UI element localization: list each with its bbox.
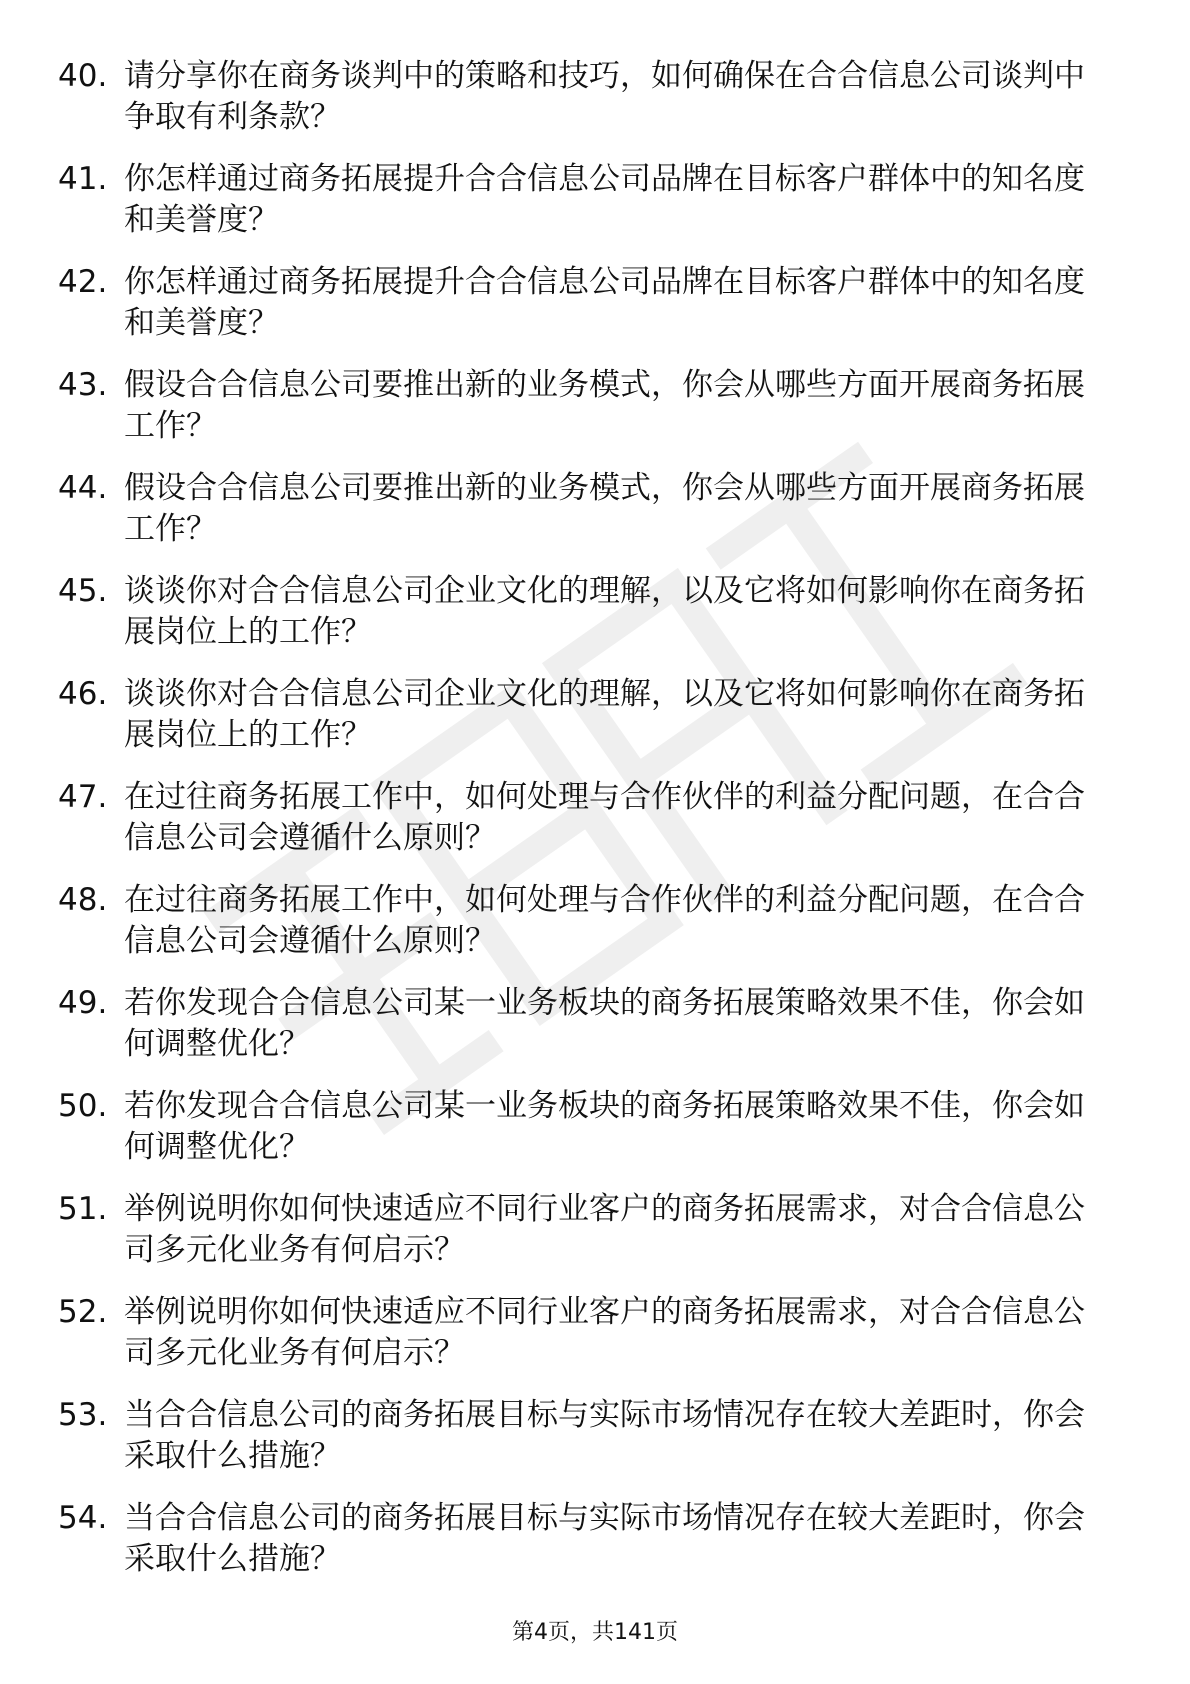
question-item-48 <box>58 880 1138 983</box>
question-number: 42. <box>58 264 108 300</box>
question-text: 你怎样通过商务拓展提升合合信息公司品牌在目标客户群体中的知名度和美誉度？ <box>124 264 1085 341</box>
question-number: 43. <box>58 367 108 403</box>
question-item-49 <box>58 983 1138 1086</box>
page-footer: 第4页，共141页 <box>512 1620 678 1645</box>
question-number: 46. <box>58 676 108 712</box>
question-text: 当合合信息公司的商务拓展目标与实际市场情况存在较大差距时，你会采取什么措施？ <box>124 1500 1085 1577</box>
question-number: 47. <box>58 779 108 815</box>
question-item-42 <box>58 262 1138 365</box>
question-item-40 <box>58 56 1138 159</box>
question-item-41 <box>58 159 1138 262</box>
question-number: 50. <box>58 1088 108 1124</box>
question-text: 若你发现合合信息公司某一业务板块的商务拓展策略效果不佳，你会如何调整优化？ <box>124 985 1085 1062</box>
question-text: 举例说明你如何快速适应不同行业客户的商务拓展需求，对合合信息公司多元化业务有何启示？ <box>124 1191 1085 1268</box>
question-number: 54. <box>58 1500 108 1536</box>
question-number: 49. <box>58 985 108 1021</box>
question-item-43 <box>58 365 1138 468</box>
question-item-54 <box>58 1498 1138 1601</box>
question-item-46 <box>58 674 1138 777</box>
question-number: 41. <box>58 161 108 197</box>
question-item-52 <box>58 1292 1138 1395</box>
question-text: 当合合信息公司的商务拓展目标与实际市场情况存在较大差距时，你会采取什么措施？ <box>124 1397 1085 1474</box>
question-text: 若你发现合合信息公司某一业务板块的商务拓展策略效果不佳，你会如何调整优化？ <box>124 1088 1085 1165</box>
question-item-50 <box>58 1086 1138 1189</box>
question-text: 在过往商务拓展工作中，如何处理与合作伙伴的利益分配问题，在合合信息公司会遵循什么原则？ <box>124 882 1085 959</box>
question-item-51 <box>58 1189 1138 1292</box>
question-number: 48. <box>58 882 108 918</box>
question-number: 44. <box>58 470 108 506</box>
question-item-47 <box>58 777 1138 880</box>
question-item-44 <box>58 468 1138 571</box>
question-text: 谈谈你对合合信息公司企业文化的理解，以及它将如何影响你在商务拓展岗位上的工作？ <box>124 676 1085 753</box>
question-item-45 <box>58 571 1138 674</box>
question-text: 假设合合信息公司要推出新的业务模式，你会从哪些方面开展商务拓展工作？ <box>124 470 1085 547</box>
question-number: 52. <box>58 1294 108 1330</box>
question-text: 在过往商务拓展工作中，如何处理与合作伙伴的利益分配问题，在合合信息公司会遵循什么原则？ <box>124 779 1085 856</box>
question-list <box>58 56 1138 1601</box>
question-text: 假设合合信息公司要推出新的业务模式，你会从哪些方面开展商务拓展工作？ <box>124 367 1085 444</box>
question-number: 51. <box>58 1191 108 1227</box>
question-number: 53. <box>58 1397 108 1433</box>
question-number: 45. <box>58 573 108 609</box>
question-text: 谈谈你对合合信息公司企业文化的理解，以及它将如何影响你在商务拓展岗位上的工作？ <box>124 573 1085 650</box>
question-number: 40. <box>58 58 108 94</box>
question-text: 请分享你在商务谈判中的策略和技巧，如何确保在合合信息公司谈判中争取有利条款？ <box>124 58 1085 135</box>
question-text: 你怎样通过商务拓展提升合合信息公司品牌在目标客户群体中的知名度和美誉度？ <box>124 161 1085 238</box>
question-text: 举例说明你如何快速适应不同行业客户的商务拓展需求，对合合信息公司多元化业务有何启示？ <box>124 1294 1085 1371</box>
question-item-53 <box>58 1395 1138 1498</box>
